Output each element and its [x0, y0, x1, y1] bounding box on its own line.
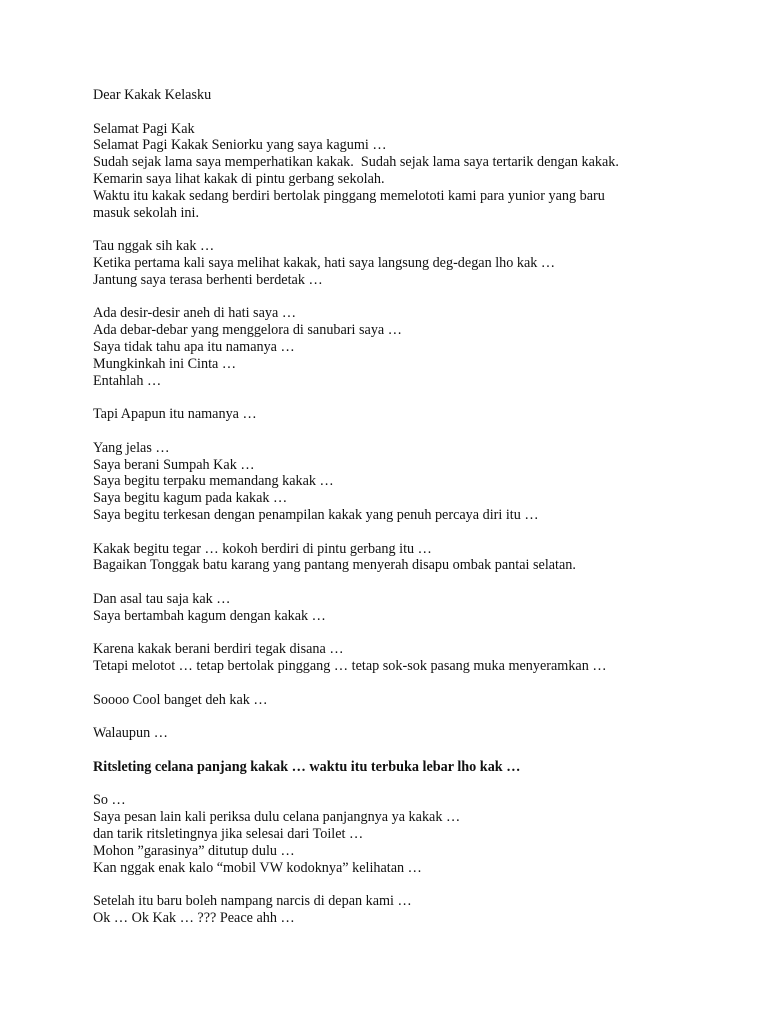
text-line: Soooo Cool banget deh kak … [93, 691, 268, 708]
text-line: Saya begitu terkesan dengan penampilan kakak yang penuh percaya diri itu … [93, 506, 539, 523]
paragraph-gap [93, 776, 733, 793]
text-line: Ok … Ok Kak … ??? Peace ahh … [93, 910, 295, 927]
text-line: Sudah sejak lama saya memperhatikan kakak. Sudah sejak lama saya tertarik dengan kakak. [93, 154, 619, 171]
bold-punchline: Ritsleting celana panjang kakak … waktu itu terbuka lebar lho kak … [93, 758, 521, 775]
text-line: So … [93, 792, 126, 809]
text-line: Kakak begitu tegar … kokoh berdiri di pintu gerbang itu … [93, 540, 432, 557]
paragraph-gap [93, 389, 733, 406]
text-line: Selamat Pagi Kakak Seniorku yang saya kagumi … [93, 137, 387, 154]
text-line: dan tarik ritsletingnya jika selesai dari Toilet … [93, 826, 364, 843]
paragraph-gap [93, 675, 733, 692]
text-line: Setelah itu baru boleh nampang narcis di depan kami … [93, 893, 412, 910]
text-line: Mungkinkah ini Cinta … [93, 355, 237, 372]
text-line: Waktu itu kakak sedang berdiri bertolak pinggang memelototi kami para yunior yang baru [93, 187, 605, 204]
text-line: masuk sekolah ini. [93, 204, 199, 221]
text-line: Saya begitu kagum pada kakak … [93, 490, 288, 507]
text-line: Saya pesan lain kali periksa dulu celana panjangnya ya kakak … [93, 809, 461, 826]
paragraph-gap [93, 574, 733, 591]
paragraph-gap [93, 289, 733, 306]
text-line: Tetapi melotot … tetap bertolak pinggang … tetap sok-sok pasang muka menyeramkan … [93, 658, 607, 675]
text-line: Ada debar-debar yang menggelora di sanubari saya … [93, 322, 402, 339]
greeting: Dear Kakak Kelasku [93, 87, 212, 103]
paragraph-gap [93, 221, 733, 238]
text-line: Saya berani Sumpah Kak … [93, 456, 255, 473]
text-line: Karena kakak berani berdiri tegak disana … [93, 641, 344, 658]
text-line: Selamat Pagi Kak [93, 120, 195, 137]
text-line: Walaupun … [93, 725, 168, 742]
text-line: Yang jelas … [93, 439, 170, 456]
text-line: Dan asal tau saja kak … [93, 590, 231, 607]
paragraph-gap [93, 742, 733, 759]
text-line: Saya begitu terpaku memandang kakak … [93, 473, 334, 490]
text-line: Tau nggak sih kak … [93, 238, 215, 255]
text-line: Ada desir-desir aneh di hati saya … [93, 305, 297, 322]
text-line: Saya tidak tahu apa itu namanya … [93, 338, 295, 355]
paragraph-gap [93, 625, 733, 642]
paragraph-gap [93, 423, 733, 440]
paragraph-gap [93, 104, 733, 121]
text-line: Mohon ”garasinya” ditutup dulu … [93, 842, 295, 859]
text-line: Ketika pertama kali saya melihat kakak, hati saya langsung deg-degan lho kak … [93, 254, 556, 271]
text-line: Kemarin saya lihat kakak di pintu gerbang sekolah. [93, 170, 385, 187]
text-line: Jantung saya terasa berhenti berdetak … [93, 271, 323, 288]
paragraph-gap [93, 708, 733, 725]
paragraph-gap [93, 524, 733, 541]
text-line: Tapi Apapun itu namanya … [93, 406, 257, 423]
text-line: Saya bertambah kagum dengan kakak … [93, 607, 326, 624]
text-line: Entahlah … [93, 372, 162, 389]
letter-document [93, 87, 733, 927]
text-line: Kan nggak enak kalo “mobil VW kodoknya” kelihatan … [93, 859, 422, 876]
paragraph-gap [93, 876, 733, 893]
text-line: Bagaikan Tonggak batu karang yang pantang menyerah disapu ombak pantai selatan. [93, 557, 576, 574]
